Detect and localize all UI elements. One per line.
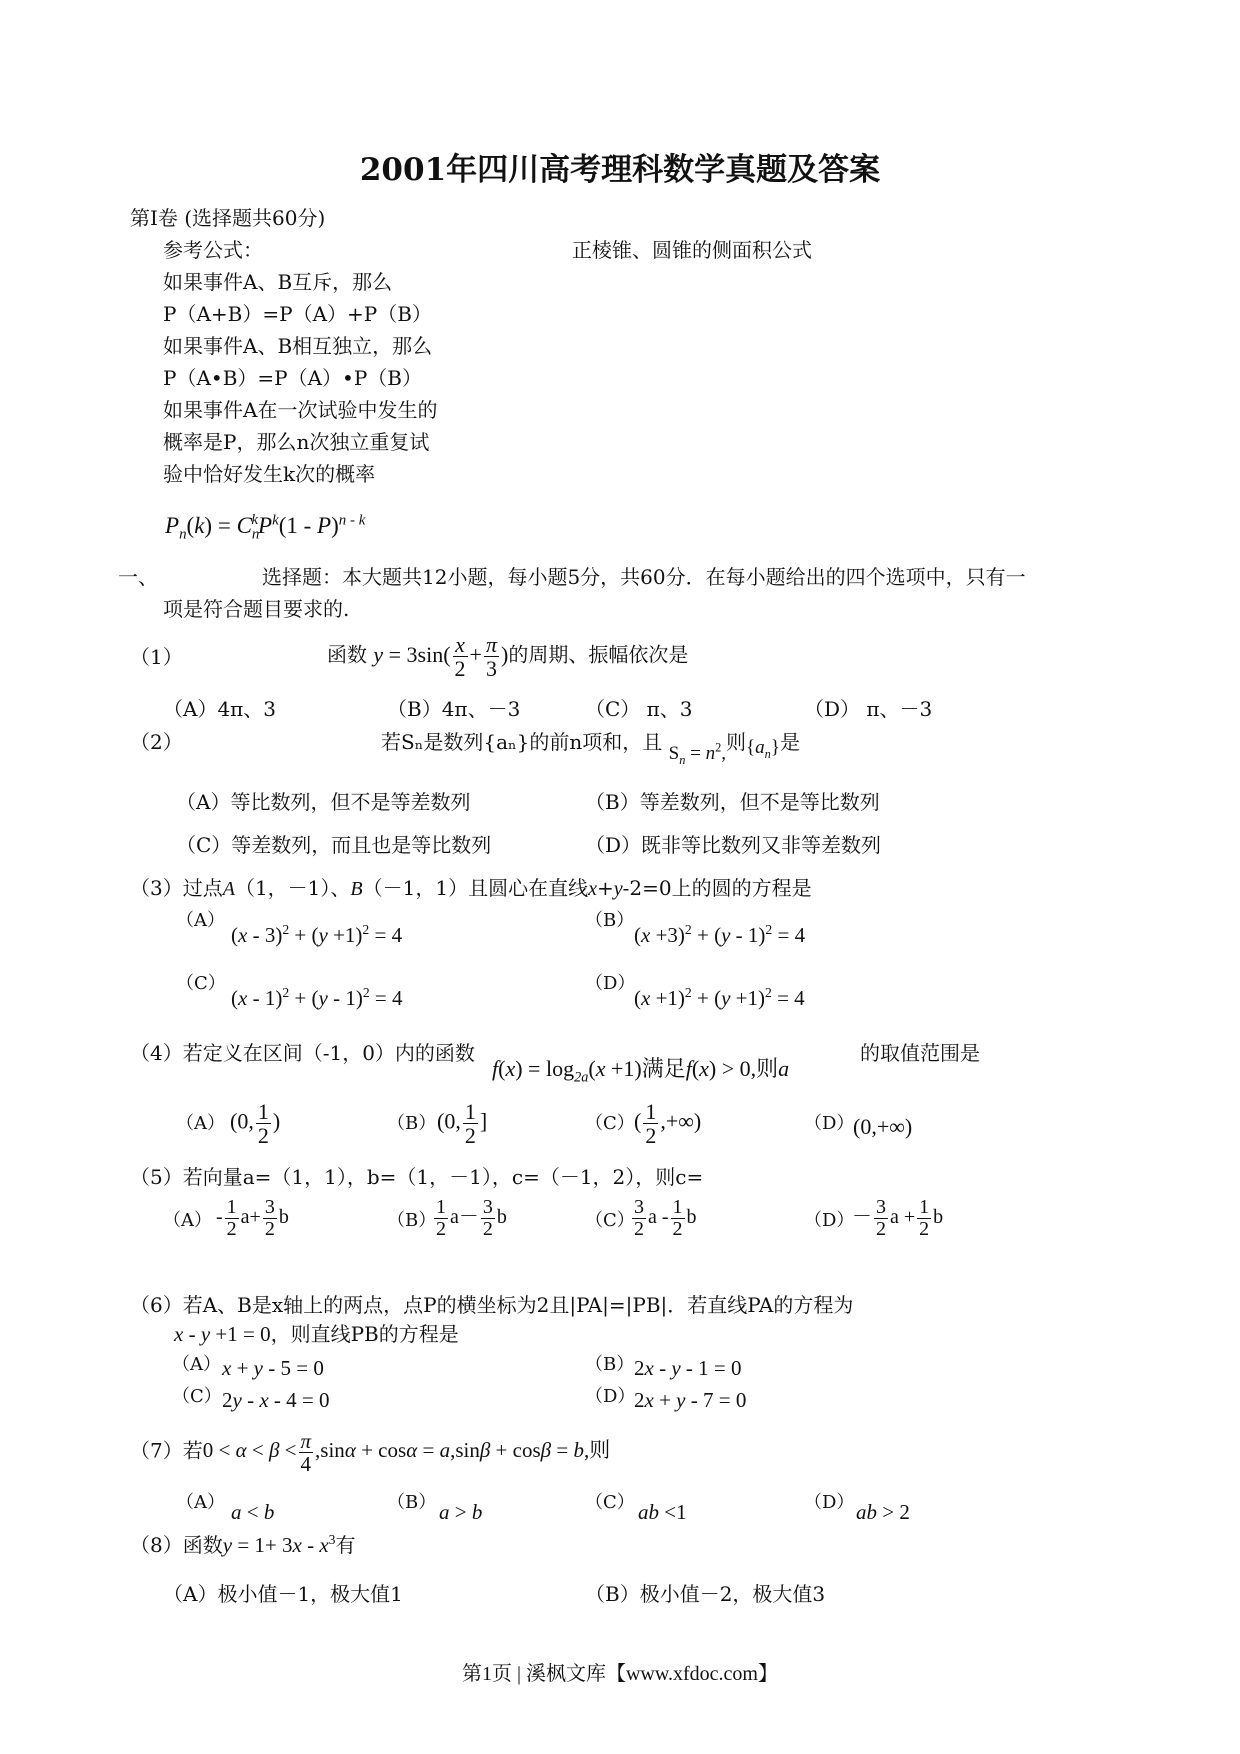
q4-option-b-label: （B） [387,1113,437,1134]
q3-option-d-label: （D） [585,973,636,994]
q7-stem: （7）若0 < α < β < $\frac{\pi}{4}$ ,sinα + cosα = a,sinβ + cosβ = b,则 [130,1429,611,1477]
q3-option-a-label: （A） [176,910,225,931]
formula-heading: 参考公式： [163,238,263,262]
q5-stem: （5）若向量a=（1，1），b=（1，－1），c=（－1，2），则c= [130,1165,704,1189]
q4-option-a: (0, $\frac{1}{2}$ ) [230,1099,281,1149]
formula-line: P（A•B）=P（A）•P（B） [163,366,423,390]
q5-option-b: $\frac{1}{2}$ a－ $\frac{3}{2}$ b [436,1196,507,1240]
q6-option-a: x + y - 5 = 0 [222,1356,324,1380]
q2-option-a: （A）等比数列，但不是等差数列 [176,790,471,814]
q6-option-c-label: （C） [172,1386,222,1407]
q2-number: （2） [130,730,183,754]
q3-option-a: $(x - 3)^2 + (y +1)^2 = 4$ [231,922,403,947]
q4-option-c-label: （C） [585,1113,635,1134]
q8-option-a: （A）极小值－1，极大值1 [163,1582,403,1606]
q1-option-d: （D） π、－3 [804,697,933,721]
q5-option-a-label: （A） [163,1210,212,1231]
q5-option-d: － $\frac{3}{2}$ a + $\frac{1}{2}$ b [852,1196,944,1240]
q3-stem: （3）过点A（1，－1）、B（－1，1）且圆心在直线x+y-2=0上的圆的方程是 [130,876,812,900]
q1-option-b: （B）4π、－3 [387,697,521,721]
q2-option-c: （C）等差数列，而且也是等比数列 [176,833,492,857]
q3-option-d: $(x +1)^2 + (y +1)^2 = 4$ [634,985,805,1010]
q5-option-c: $\frac{3}{2}$ a - $\frac{1}{2}$ b [634,1196,697,1240]
q5-option-a: - $\frac{1}{2}$ a+ $\frac{3}{2}$ b [216,1196,289,1240]
q4-option-c: ( $\frac{1}{2}$ ,+∞) [634,1099,702,1149]
q1-option-c: （C） π、3 [585,697,693,721]
formula-right-heading: 正棱锥、圆锥的侧面积公式 [572,238,812,262]
formula-line: 验中恰好发生k次的概率 [163,462,376,486]
q4-function: $f(x) = \log_{2a}(x +1)$满足f(x) > 0,则a [492,1056,790,1086]
q4-stem: （4）若定义在区间（-1，0）内的函数 [130,1041,475,1065]
page-footer: 第1页 | 溪枫文库【www.xfdoc.com】 [461,1663,778,1685]
q2-option-d: （D）既非等比数列又非等差数列 [585,833,882,857]
part-label: 第Ⅰ卷 (选择题共60分) [130,206,326,230]
q3-option-b: $(x +3)^2 + (y - 1)^2 = 4$ [634,922,806,947]
q6-option-b: 2x - y - 1 = 0 [634,1356,742,1380]
q1-option-a: （A）4π、3 [163,697,277,721]
q5-option-b-label: （B） [387,1210,437,1231]
q8-option-b: （B）极小值－2，极大值3 [585,1582,826,1606]
q7-option-d: ab > 2 [856,1500,910,1524]
q7-option-d-label: （D） [804,1492,855,1513]
q1-number: （1） [130,645,183,669]
q3-option-b-label: （B） [585,910,635,931]
q7-option-b-label: （B） [387,1492,437,1513]
q6-option-c: 2y - x - 4 = 0 [222,1388,330,1412]
q4-option-b: (0, $\frac{1}{2}$ ] [437,1099,488,1149]
q7-option-a-label: （A） [176,1492,225,1513]
q3-option-c: (x - 1)$^2$ + (y - 1)$^2$ = 4 [231,985,403,1010]
formula-line: 概率是P，那么n次独立重复试 [163,430,430,454]
q6-option-a-label: （A） [172,1354,221,1375]
q6-option-d-label: （D） [585,1386,636,1407]
q7-option-b: a > b [439,1500,483,1524]
q6-stem: （6）若A、B是x轴上的两点，点P的横坐标为2且|PA|=|PB|．若直线PA的方程为 [130,1293,854,1317]
formula-line: P（A+B）=P（A）+P（B） [163,302,432,326]
q7-option-c-label: （C） [585,1492,635,1513]
q6-stem-cont: x - y +1 = 0，则直线PB的方程是 [174,1322,459,1346]
q3-option-c-label: （C） [176,973,226,994]
binomial-formula: $P_n(k) = C_n^kP^k(1 - P)^{n - k}$ [165,512,366,543]
formula-line: 如果事件A在一次试验中发生的 [163,398,438,422]
q1-stem: 函数 y = 3sin( $\frac{x}{2}$ + $\frac{\pi}{3}$ )的周期、振幅依次是 [327,632,689,682]
q7-option-a: a < b [231,1500,275,1524]
section-intro: 选择题：本大题共12小题，每小题5分，共60分．在每小题给出的四个选项中，只有一 [262,565,1026,589]
q6-option-d: 2x + y - 7 = 0 [634,1388,747,1412]
q5-option-c-label: （C） [585,1210,635,1231]
q2-stem: 若Sₙ是数列{aₙ}的前n项和，且 $S_n = n^2$,则$\{a_n\}$是 [381,730,800,767]
formula-line: 如果事件A、B互斥，那么 [163,270,393,294]
q4-option-a-label: （A） [176,1113,225,1134]
q4-option-d-label: （D） [804,1113,855,1134]
formula-line: 如果事件A、B相互独立，那么 [163,334,433,358]
q4-option-d: (0,+∞) [853,1114,913,1139]
section-intro-cont: 项是符合题目要求的. [163,597,350,621]
q6-option-b-label: （B） [585,1354,635,1375]
section-number: 一、 [118,565,158,589]
q8-stem: （8）函数$y = 1+ 3x - x^3$有 [130,1532,356,1557]
q5-option-d-label: （D） [804,1210,855,1231]
q4-stem-end: 的取值范围是 [860,1041,980,1065]
q2-option-b: （B）等差数列，但不是等比数列 [585,790,880,814]
q7-option-c: ab <1 [638,1500,687,1524]
page-title: 2001年四川高考理科数学真题及答案 [359,152,881,188]
